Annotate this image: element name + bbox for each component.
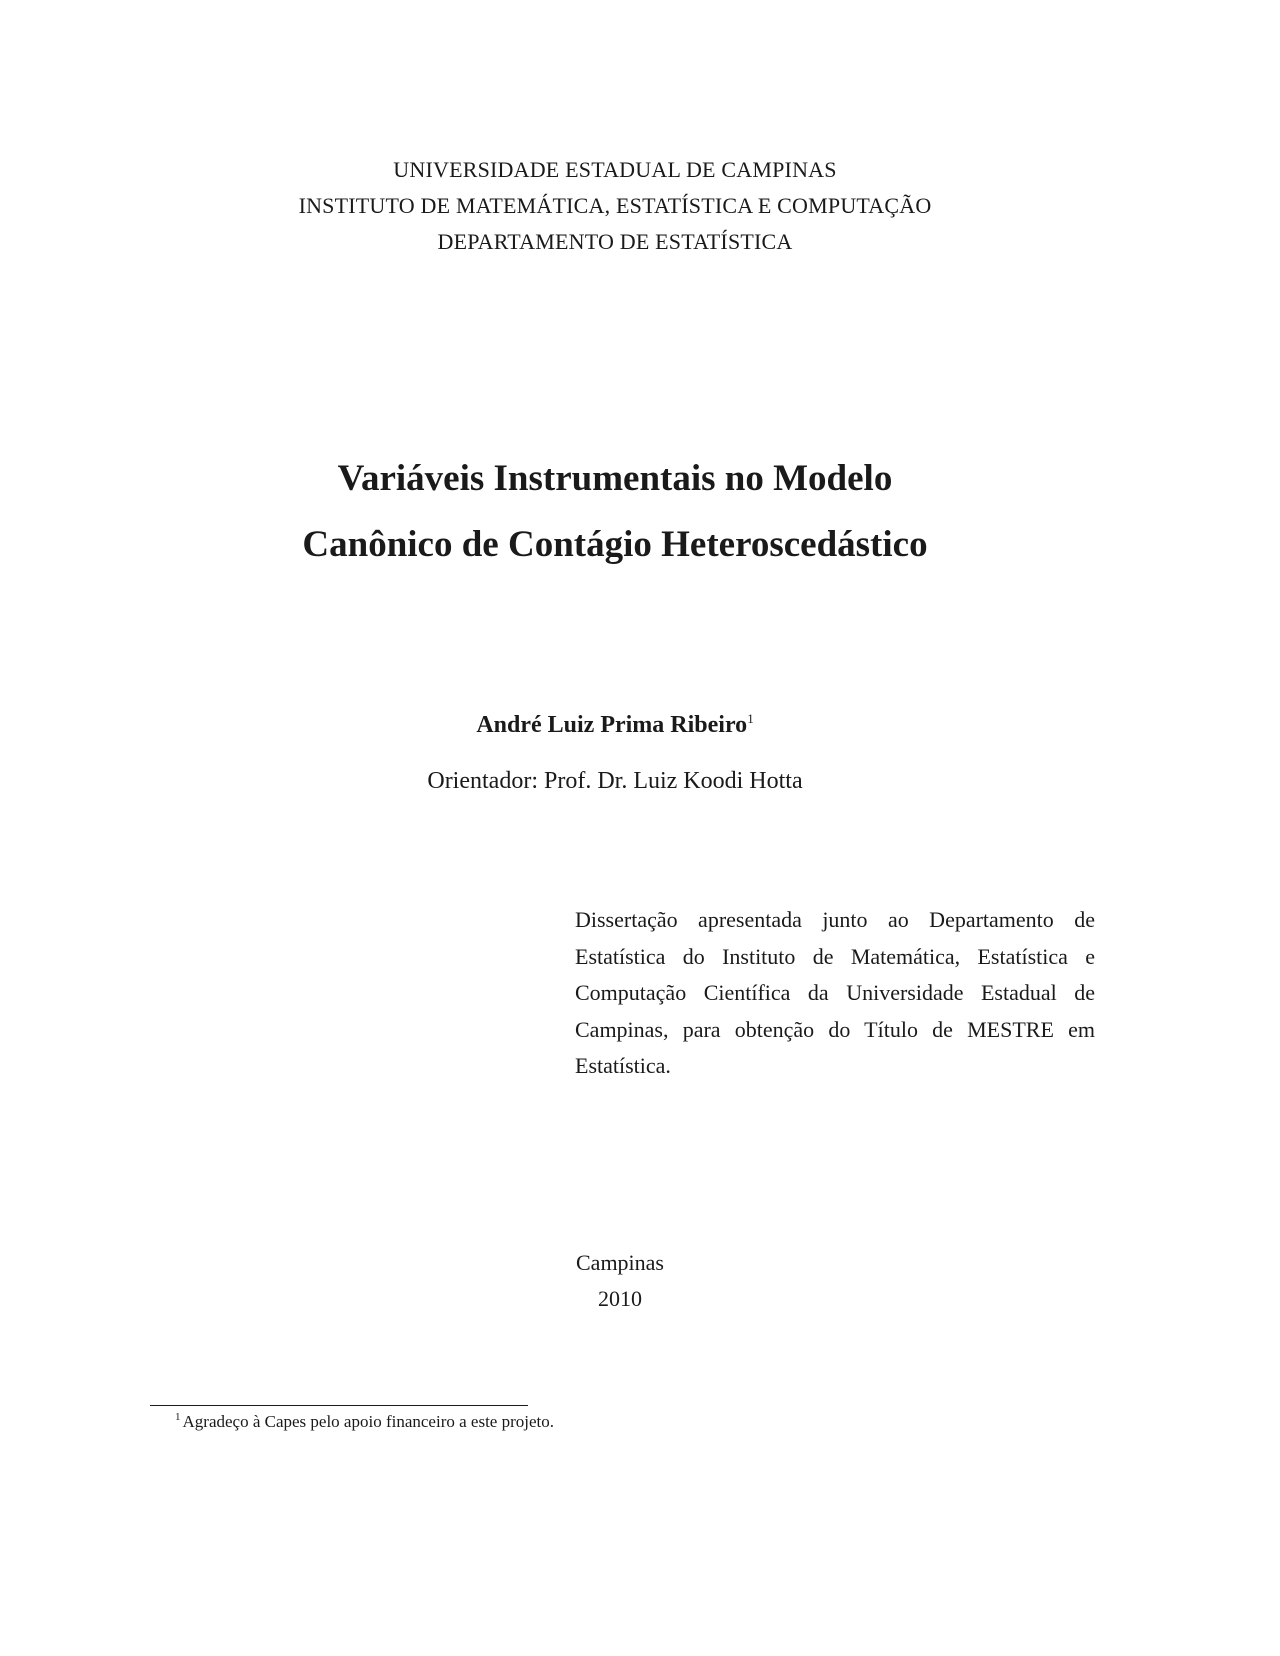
footnote-divider [150, 1405, 528, 1406]
advisor: Orientador: Prof. Dr. Luiz Koodi Hotta [427, 768, 803, 794]
footnote-text: Agradeço à Capes pelo apoio financeiro a este projeto. [182, 1412, 554, 1431]
footnote [175, 1410, 554, 1434]
place-and-year [500, 1245, 740, 1317]
title-line-1: Variáveis Instrumentais no Modelo [337, 458, 893, 499]
dissertation-note: Dissertação apresentada junto ao Departamento de Estatística do Instituto de Matemática, Estatística e Computação Científica da Universidade Estadual de Campinas, para obtenção do Título de MESTRE em Estatística. [575, 907, 1095, 1078]
place: Campinas [576, 1250, 664, 1275]
institution-header [0, 152, 1230, 260]
author-name: André Luiz Prima Ribeiro [476, 712, 748, 738]
title-line-2: Canônico de Contágio Heteroscedástico [302, 524, 928, 565]
department-name: DEPARTAMENTO DE ESTATÍSTICA [437, 229, 793, 254]
institute-name: INSTITUTO DE MATEMÁTICA, ESTATÍSTICA E COMPUTAÇÃO [298, 193, 932, 218]
author [0, 712, 1230, 739]
document-title [0, 446, 1230, 578]
author-footnote-mark: 1 [747, 711, 754, 726]
year: 2010 [598, 1286, 642, 1311]
university-name: UNIVERSIDADE ESTADUAL DE CAMPINAS [393, 157, 837, 182]
footnote-mark: 1 [175, 1411, 181, 1424]
